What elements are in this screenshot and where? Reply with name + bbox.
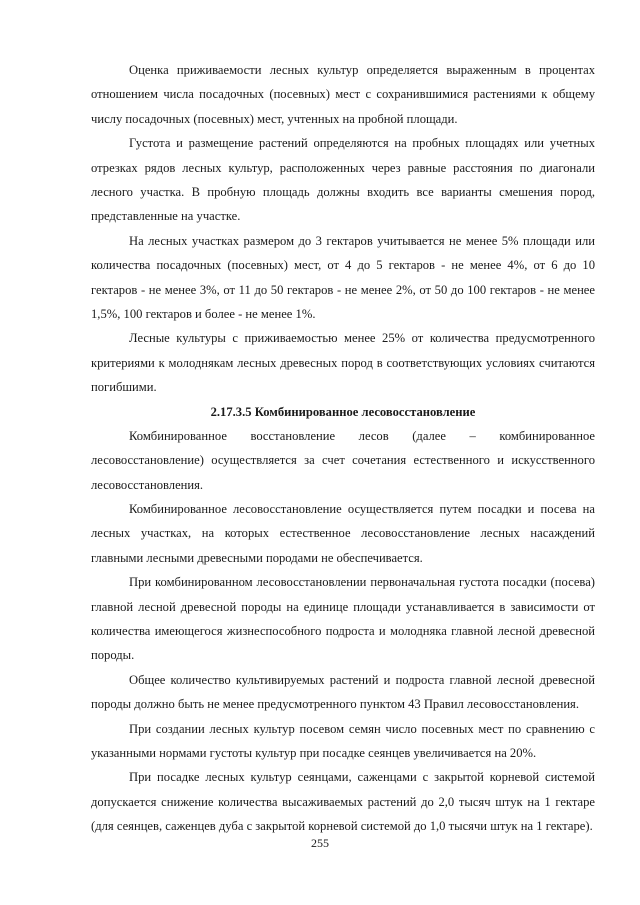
paragraph: Лесные культуры с приживаемостью менее 25% от количества предусмотренного критериями к молоднякам лесных древесных пород в соответствующих условиях считаются погибшими. xyxy=(91,331,595,395)
paragraph: Комбинированное восстановление лесов (далее – комбинированное лесовосстановление) осуществляется за счет сочетания естественного и искусственного лесовосстановления. xyxy=(91,428,595,492)
paragraph: При создании лесных культур посевом семян число посевных мест по сравнению с указанными нормами густоты культур при посадке сеянцев увеличивается на 20%. xyxy=(91,721,595,760)
paragraph: На лесных участках размером до 3 гектаров учитывается не менее 5% площади или количества посадочных (посевных) мест, от 4 до 5 гектаров - не менее 4%, от 6 до 10 гектаров - не менее 3%, от 11 до 50 гектаров - не менее 2%, от 50 до 100 гектаров - не менее 1,5%, 100 гектаров и более - не менее 1%. xyxy=(91,233,595,322)
page-number: 255 xyxy=(311,836,329,850)
paragraph: Комбинированное лесовосстановление осуществляется путем посадки и посева на лесных участках, на которых естественное лесовосстановление лесных насаждений главными лесными древесными породами не обеспечивается. xyxy=(91,501,595,565)
paragraph: Общее количество культивируемых растений и подроста главной лесной древесной породы должно быть не менее предусмотренного пунктом 43 Правил лесовосстановления. xyxy=(91,672,595,712)
document-body xyxy=(91,58,595,839)
paragraph: При комбинированном лесовосстановлении первоначальная густота посадки (посева) главной лесной древесной породы на единице площади устанавливается в зависимости от количества имеющегося жизнеспособного подроста и молодняка главной лесной древесной породы. xyxy=(91,575,595,663)
paragraph: Густота и размещение растений определяются на пробных площадях или учетных отрезках рядов лесных культур, расположенных через равные расстояния по диагонали лесного участка. В пробную площадь должны входить все варианты смешения пород, представленные на участке. xyxy=(91,136,595,224)
section-heading: 2.17.3.5 Комбинированное лесовосстановление xyxy=(210,404,476,419)
paragraph: Оценка приживаемости лесных культур определяется выраженным в процентах отношением числа посадочных (посевных) мест с сохранившимися растениями к общему числу посадочных (посевных) мест, учтенных на пробной площади. xyxy=(91,63,595,126)
paragraph: При посадке лесных культур сеянцами, саженцами с закрытой корневой системой допускается снижение количества высаживаемых растений до 2,0 тысяч штук на 1 гектаре (для сеянцев, саженцев дуба с закрытой корневой системой до 1,0 тысячи штук на 1 гектаре). xyxy=(91,770,595,834)
